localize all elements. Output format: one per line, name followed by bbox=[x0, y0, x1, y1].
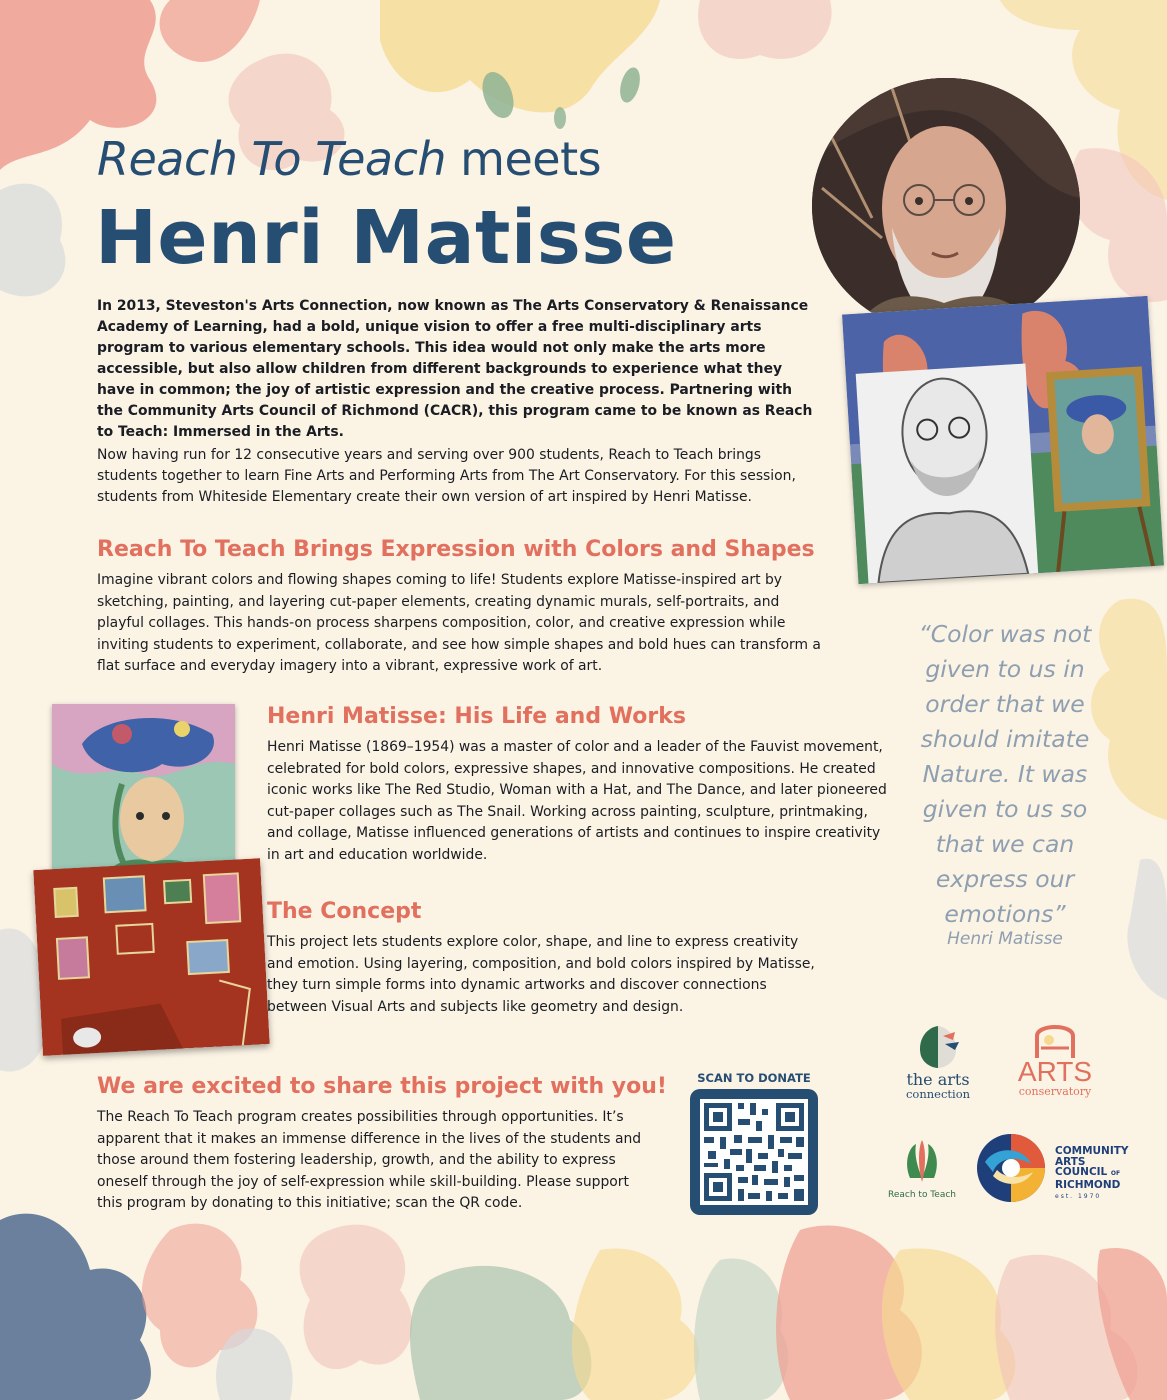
cacr-line3-row bbox=[1055, 1167, 1135, 1180]
scan-to-donate-label: SCAN TO DONATE bbox=[697, 1071, 811, 1085]
arts-conservatory-logo bbox=[1005, 1018, 1105, 1102]
section-body-share: The Reach To Teach program creates possibilities through opportunities. It’s apparent that it makes an immense difference in the lives of the students and those around them fostering leadership, growth, and the ability to express oneself through the joy of self-expression while skill-building. Please support this program by donating to this initiative; scan the QR code. bbox=[97, 1109, 642, 1211]
cacr-logo-text bbox=[1055, 1146, 1135, 1203]
reach-to-teach-logo bbox=[882, 1138, 962, 1208]
cacr-line1: COMMUNITY bbox=[1055, 1145, 1129, 1157]
peach-blob-shape bbox=[698, 0, 831, 59]
section-heading-expression: Reach To Teach Brings Expression with Colors and Shapes bbox=[97, 537, 815, 562]
sage-blob-shape bbox=[694, 1258, 788, 1400]
arts-connection-line2: connection bbox=[905, 1087, 971, 1101]
arts-connection-logo bbox=[895, 1022, 981, 1102]
matisse-portrait-photo bbox=[812, 78, 1080, 334]
arts-conservatory-line2: conservatory bbox=[1018, 1085, 1092, 1098]
cacr-est: est. 1970 bbox=[1055, 1193, 1102, 1200]
running-paragraph: Now having run for 12 consecutive years and serving over 900 students, Reach to Teach brings students together to learn Fine Arts and Performing Arts from The Art Conservatory. For this session, students from Whiteside Elementary create their own version of art inspired by Henri Matisse. bbox=[97, 447, 796, 505]
title-meets-part: meets bbox=[446, 132, 602, 186]
title-italic-part: Reach To Teach bbox=[97, 132, 447, 186]
intro-paragraph: In 2013, Steveston's Arts Connection, now known as The Arts Conservatory & Renaissance Academy of Learning, had a bold, unique vision to offer a free multi-disciplinary arts program to various elementary schools. This idea would not only make the arts more accessible, but also allow children from different backgrounds to experience what they have in common; the joy of artistic expression and the creative process. Partnering with the Community Arts Council of Richmond (CACR), this program came to be known as Reach to Teach: Immersed in the Arts. bbox=[97, 298, 813, 440]
section-body-concept: This project lets students explore color, shape, and line to express creativity and emotion. Using layering, composition, and bold colors inspired by Matisse, they turn simple forms into dynamic artworks and discover connections between Visual Arts and subjects like geometry and design. bbox=[267, 934, 815, 1015]
page-title: Henri Matisse bbox=[95, 195, 677, 281]
yellow-blob-shape bbox=[572, 1248, 699, 1400]
section-body-expression: Imagine vibrant colors and flowing shapes coming to life! Students explore Matisse-inspired art by sketching, painting, and layering cut-paper elements, creating dynamic murals, self-portraits, and playful collages. This hands-on process sharpens composition, color, and creative expression while inviting students to experiment, collaborate, and see how simple shapes and bold hues can transform a flat surface and everyday imagery into a vibrant, expressive work of art. bbox=[97, 572, 821, 674]
grey-blob-shape bbox=[0, 184, 65, 297]
cacr-line2: ARTS bbox=[1055, 1155, 1086, 1168]
pink-blob-shape bbox=[300, 1225, 413, 1369]
yellow-blob-shape bbox=[380, 0, 660, 112]
quote-author: Henri Matisse bbox=[947, 929, 1063, 949]
cacr-emblem-icon bbox=[975, 1132, 1047, 1204]
donate-qr-code[interactable] bbox=[690, 1089, 818, 1215]
grey-blob-shape bbox=[1127, 859, 1167, 1000]
the-red-studio-painting bbox=[33, 858, 269, 1056]
cacr-line3-small: OF bbox=[1110, 1170, 1121, 1177]
arts-connection-line1: the arts bbox=[906, 1070, 970, 1089]
cacr-line3: COUNCIL bbox=[1055, 1166, 1108, 1178]
arts-conservatory-line1: ARTS bbox=[1017, 1056, 1093, 1087]
green-leaf-shape bbox=[617, 65, 644, 104]
coral-leaf-shape bbox=[160, 0, 260, 62]
section-body-life: Henri Matisse (1869–1954) was a master of color and a leader of the Fauvist movement, celebrated for bold colors, expressive shapes, and innovative compositions. He created iconic works like The Red Studio, Woman with a Hat, and The Dance, and later pioneered cut-paper collages such as The Snail. Working across painting, sculpture, printmaking, and collage, Matisse influenced generations of artists and continues to inspire creativity in art and education worldwide. bbox=[267, 739, 887, 863]
green-leaf-shape bbox=[554, 107, 566, 129]
matisse-quote: “Color was not given to us in order that we should imitate Nature. It was given to us so that we can express our emotions” bbox=[918, 620, 1092, 928]
navy-blob-shape bbox=[0, 1214, 151, 1400]
matisse-sketch-illustration bbox=[842, 296, 1164, 584]
section-heading-life: Henri Matisse: His Life and Works bbox=[267, 704, 686, 729]
page-title-line1 bbox=[97, 132, 601, 186]
cacr-line4: RICHMOND bbox=[1055, 1178, 1121, 1191]
sage-blob-shape bbox=[410, 1266, 591, 1400]
reach-to-teach-label: Reach to Teach bbox=[888, 1190, 956, 1200]
section-heading-share: We are excited to share this project with you! bbox=[97, 1074, 667, 1099]
section-heading-concept: The Concept bbox=[267, 899, 422, 924]
